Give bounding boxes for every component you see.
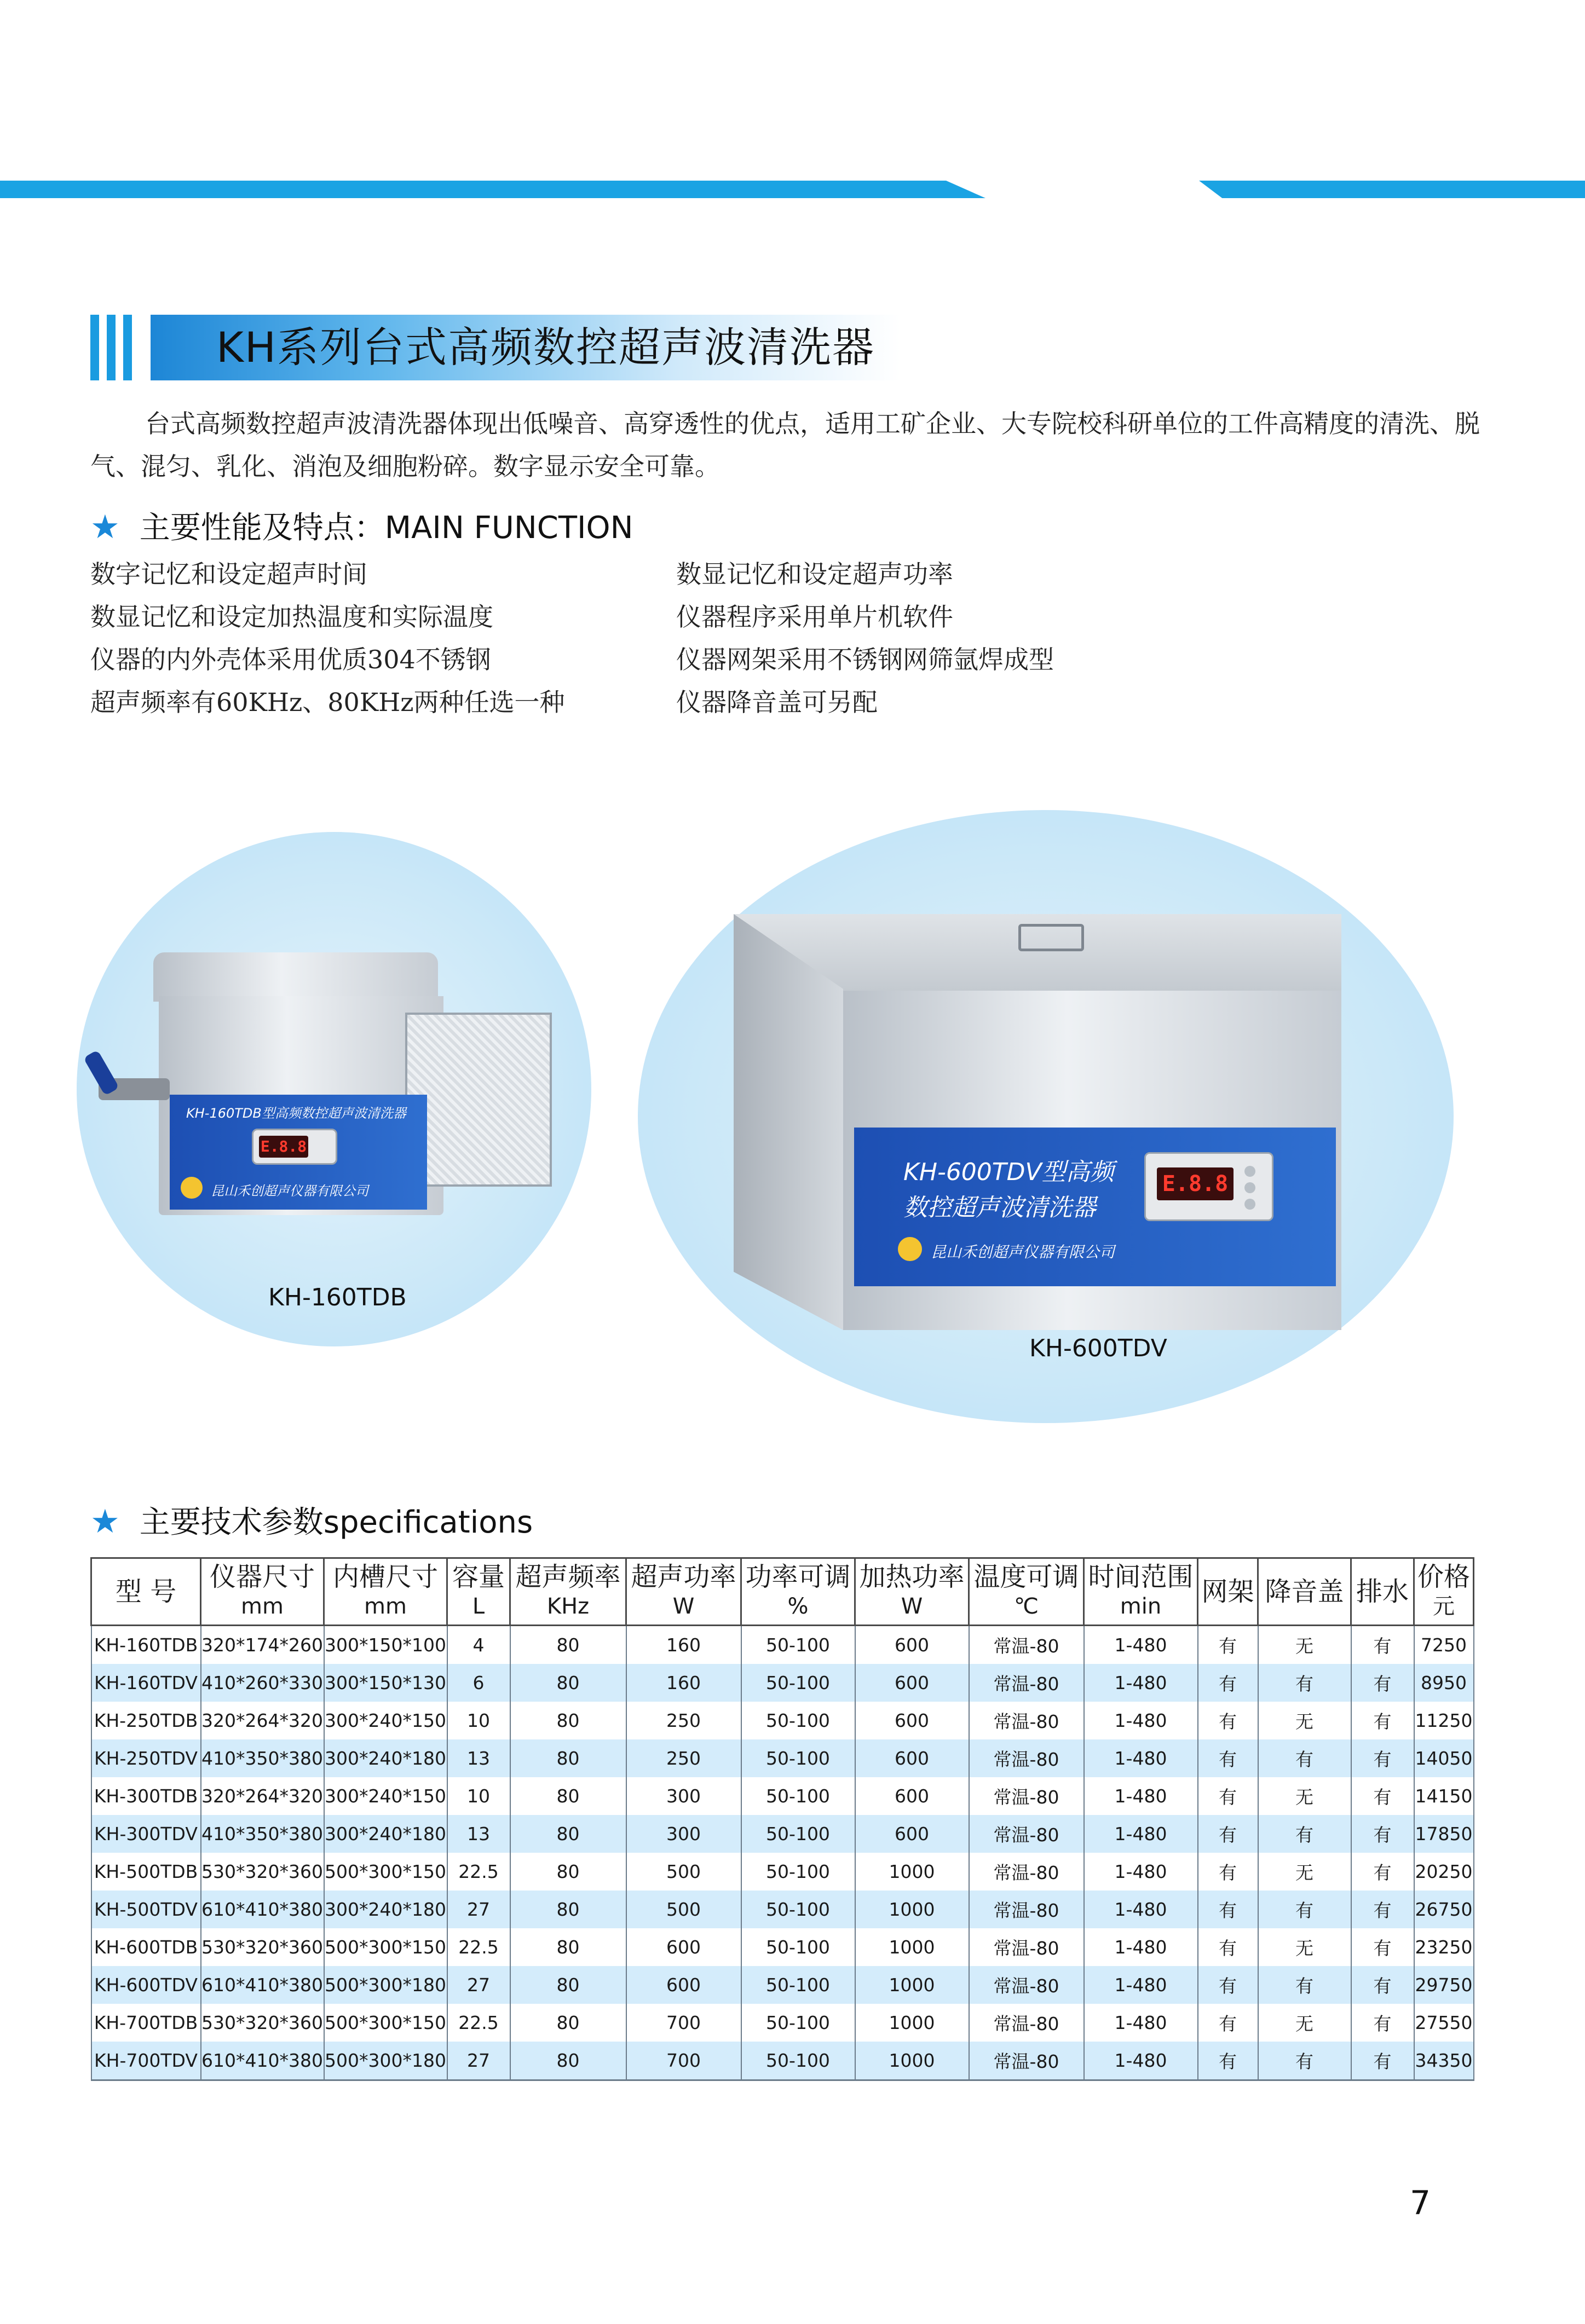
table-cell: 有 (1351, 2042, 1414, 2080)
column-header-unit: ℃ (1014, 1594, 1039, 1619)
table-cell: 610*410*380 (201, 1966, 324, 2004)
table-row (91, 2042, 1474, 2080)
top-banner-bar-left (0, 181, 985, 198)
table-cell: 500 (626, 1891, 741, 1928)
table-cell: 500*300*180 (324, 2042, 447, 2080)
indicator-light (1244, 1199, 1255, 1210)
intro-paragraph: 台式高频数控超声波清洗器体现出低噪音、高穿透性的优点，适用工矿企业、大专院校科研单位的工件高精度的清洗、脱气、混匀、乳化、消泡及细胞粉碎。数字显示安全可靠。 (90, 409, 1480, 481)
table-cell: 有 (1198, 1626, 1258, 1664)
table-cell: 300*240*180 (324, 1815, 447, 1853)
table-cell: 80 (510, 2004, 626, 2042)
table-cell: 1000 (855, 2004, 969, 2042)
table-cell: 300*240*150 (324, 1702, 447, 1739)
table-cell: 700 (626, 2042, 741, 2080)
table-cell: 22.5 (447, 2004, 510, 2042)
table-cell: 160 (626, 1626, 741, 1664)
table-cell: 常温-80 (969, 2004, 1084, 2042)
table-row (91, 1891, 1474, 1928)
feature-item: 仪器降音盖可另配 (676, 687, 878, 717)
table-cell: 有 (1198, 1739, 1258, 1777)
column-header-name: 温度可调 (973, 1562, 1079, 1592)
table-cell: 有 (1258, 1891, 1351, 1928)
control-panel (854, 1128, 1336, 1286)
table-cell: 有 (1351, 1966, 1414, 2004)
column-header (855, 1558, 969, 1626)
column-header (1198, 1558, 1258, 1626)
table-cell: 160 (626, 1664, 741, 1702)
model-cell: KH-250TDV (91, 1739, 201, 1777)
table-cell: 50-100 (741, 1815, 855, 1853)
tank-rim (153, 952, 438, 1002)
column-header (1414, 1558, 1474, 1626)
digital-display (252, 1129, 337, 1165)
table-cell: 50-100 (741, 1664, 855, 1702)
table-cell: 22.5 (447, 1853, 510, 1891)
table-cell: 常温-80 (969, 1966, 1084, 2004)
table-cell: 320*174*260 (201, 1626, 324, 1664)
features-left-list (90, 553, 693, 724)
table-cell: 6 (447, 1664, 510, 1702)
column-header-unit: W (672, 1594, 695, 1619)
table-cell: 有 (1198, 1891, 1258, 1928)
table-cell: 有 (1351, 1626, 1414, 1664)
table-cell: 有 (1351, 2004, 1414, 2042)
table-cell: 22.5 (447, 1928, 510, 1966)
table-cell: 50-100 (741, 2042, 855, 2080)
table-cell: 80 (510, 1777, 626, 1815)
model-cell: KH-600TDB (91, 1928, 201, 1966)
star-icon: ★ (90, 1502, 120, 1541)
table-cell: 常温-80 (969, 1626, 1084, 1664)
top-banner-bar-right (1199, 181, 1585, 198)
column-header-name: 排水 (1356, 1576, 1409, 1607)
table-cell: 410*260*330 (201, 1664, 324, 1702)
column-header-unit: 元 (1433, 1594, 1455, 1619)
column-header-name: 超声频率 (515, 1562, 621, 1592)
column-header (447, 1558, 510, 1626)
table-cell: 50-100 (741, 1626, 855, 1664)
column-header-name: 容量 (452, 1562, 505, 1592)
table-cell: 50-100 (741, 1928, 855, 1966)
table-row (91, 1739, 1474, 1777)
table-cell: 610*410*380 (201, 2042, 324, 2080)
table-cell: 无 (1258, 2004, 1351, 2042)
panel-title-line1: KH-600TDV型高频 (903, 1158, 1114, 1186)
product-label-1: KH-160TDB (268, 1284, 407, 1311)
table-cell: 27 (447, 2042, 510, 2080)
column-header-unit: L (472, 1594, 485, 1619)
table-cell: 10 (447, 1702, 510, 1739)
table-row (91, 1626, 1474, 1664)
table-cell: 1000 (855, 1891, 969, 1928)
features-heading (90, 508, 633, 547)
table-cell: 有 (1351, 1702, 1414, 1739)
table-cell: 50-100 (741, 1853, 855, 1891)
model-cell: KH-700TDB (91, 2004, 201, 2042)
table-cell: 600 (855, 1626, 969, 1664)
table-header-row (91, 1558, 1474, 1626)
table-cell: 有 (1198, 1702, 1258, 1739)
model-cell: KH-600TDV (91, 1966, 201, 2004)
panel-title-line2: 数控超声波清洗器 (903, 1194, 1096, 1222)
table-cell: 500*300*180 (324, 1966, 447, 2004)
table-cell: 50-100 (741, 1702, 855, 1739)
table-cell: 300*240*180 (324, 1739, 447, 1777)
column-header (741, 1558, 855, 1626)
feature-item: 仪器网架采用不锈钢网筛氩焊成型 (676, 645, 1054, 674)
column-header (510, 1558, 626, 1626)
table-cell: 无 (1258, 1777, 1351, 1815)
table-cell: 8950 (1414, 1664, 1474, 1702)
table-cell: 80 (510, 1891, 626, 1928)
table-cell: 600 (855, 1702, 969, 1739)
column-header (1351, 1558, 1414, 1626)
table-cell: 80 (510, 1739, 626, 1777)
table-cell: 1-480 (1084, 1664, 1198, 1702)
table-cell: 300 (626, 1777, 741, 1815)
column-header-unit: % (787, 1594, 809, 1619)
column-header-unit: min (1120, 1594, 1162, 1619)
column-header-name: 型 号 (115, 1576, 177, 1607)
table-cell: 320*264*320 (201, 1777, 324, 1815)
column-header-name: 内槽尺寸 (332, 1562, 438, 1592)
table-cell: 500 (626, 1853, 741, 1891)
table-cell: 300*240*180 (324, 1891, 447, 1928)
table-cell: 27 (447, 1891, 510, 1928)
table-cell: 610*410*380 (201, 1891, 324, 1928)
table-cell: 1000 (855, 1853, 969, 1891)
table-cell: 1-480 (1084, 1815, 1198, 1853)
table-cell: 500*300*150 (324, 2004, 447, 2042)
model-cell: KH-500TDB (91, 1853, 201, 1891)
column-header-name: 降音盖 (1265, 1576, 1344, 1607)
table-cell: 17850 (1414, 1815, 1474, 1853)
column-header-unit: KHz (546, 1594, 590, 1619)
table-cell: 80 (510, 1928, 626, 1966)
table-cell: 14050 (1414, 1739, 1474, 1777)
table-cell: 300*150*100 (324, 1626, 447, 1664)
table-row (91, 1853, 1474, 1891)
table-cell: 600 (626, 1928, 741, 1966)
heading-stripes-icon (90, 315, 145, 380)
table-cell: 11250 (1414, 1702, 1474, 1739)
indicator-light (1244, 1182, 1255, 1193)
table-cell: 530*320*360 (201, 1928, 324, 1966)
table-cell: 600 (855, 1739, 969, 1777)
column-header (324, 1558, 447, 1626)
model-cell: KH-160TDV (91, 1664, 201, 1702)
table-cell: 有 (1258, 1966, 1351, 2004)
table-row (91, 1777, 1474, 1815)
table-cell: 有 (1351, 1777, 1414, 1815)
table-cell: 1-480 (1084, 1928, 1198, 1966)
table-row (91, 1702, 1474, 1739)
table-cell: 1000 (855, 1966, 969, 2004)
model-cell: KH-300TDB (91, 1777, 201, 1815)
model-cell: KH-500TDV (91, 1891, 201, 1928)
column-header (1084, 1558, 1198, 1626)
table-cell: 1000 (855, 2042, 969, 2080)
table-cell: 7250 (1414, 1626, 1474, 1664)
display-digits: E.8.8 (259, 1136, 308, 1158)
table-cell: 80 (510, 1853, 626, 1891)
features-right-list (676, 553, 1333, 724)
table-cell: 13 (447, 1815, 510, 1853)
table-cell: 29750 (1414, 1966, 1474, 2004)
table-cell: 26750 (1414, 1891, 1474, 1928)
table-cell: 1-480 (1084, 1853, 1198, 1891)
table-cell: 有 (1198, 1777, 1258, 1815)
table-cell: 有 (1351, 1891, 1414, 1928)
table-cell: 有 (1351, 1853, 1414, 1891)
table-cell: 80 (510, 1966, 626, 2004)
table-cell: 常温-80 (969, 2042, 1084, 2080)
mesh-basket (405, 1013, 552, 1187)
table-cell: 27 (447, 1966, 510, 2004)
column-header (1258, 1558, 1351, 1626)
feature-item: 数显记忆和设定超声功率 (676, 559, 953, 589)
model-cell: KH-700TDV (91, 2042, 201, 2080)
table-cell: 600 (855, 1777, 969, 1815)
feature-item: 数显记忆和设定加热温度和实际温度 (90, 602, 493, 632)
table-cell: 有 (1198, 1664, 1258, 1702)
table-cell: 14150 (1414, 1777, 1474, 1815)
panel-title: KH-160TDB型高频数控超声波清洗器 (186, 1106, 406, 1121)
control-panel (170, 1095, 427, 1210)
table-cell: 常温-80 (969, 1702, 1084, 1739)
table-row (91, 2004, 1474, 2042)
digital-display (1144, 1152, 1273, 1221)
model-cell: KH-300TDV (91, 1815, 201, 1853)
column-header-name: 时间范围 (1088, 1562, 1194, 1592)
table-cell: 600 (626, 1966, 741, 2004)
table-cell: 常温-80 (969, 1664, 1084, 1702)
table-cell: 1-480 (1084, 1966, 1198, 2004)
column-header-unit: W (901, 1594, 923, 1619)
table-cell: 无 (1258, 1853, 1351, 1891)
page-title: KH系列台式高频数控超声波清洗器 (216, 323, 875, 372)
column-header-unit: mm (241, 1594, 284, 1619)
table-cell: 600 (855, 1815, 969, 1853)
model-cell: KH-250TDB (91, 1702, 201, 1739)
column-header-name: 功率可调 (745, 1562, 851, 1592)
section-heading (90, 315, 901, 380)
table-cell: 320*264*320 (201, 1702, 324, 1739)
table-cell: 有 (1198, 2042, 1258, 2080)
table-cell: 有 (1351, 1815, 1414, 1853)
table-cell: 23250 (1414, 1928, 1474, 1966)
table-cell: 530*320*360 (201, 1853, 324, 1891)
indicator-light (1244, 1166, 1255, 1177)
column-header-name: 加热功率 (859, 1562, 965, 1592)
feature-item: 数字记忆和设定超声时间 (90, 559, 367, 589)
table-cell: 1-480 (1084, 1702, 1198, 1739)
table-cell: 50-100 (741, 1739, 855, 1777)
column-header-name: 超声功率 (631, 1562, 736, 1592)
table-cell: 34350 (1414, 2042, 1474, 2080)
table-cell: 常温-80 (969, 1815, 1084, 1853)
table-cell: 10 (447, 1777, 510, 1815)
table-cell: 有 (1258, 1815, 1351, 1853)
table-cell: 300*150*130 (324, 1664, 447, 1702)
table-cell: 有 (1351, 1739, 1414, 1777)
table-cell: 50-100 (741, 2004, 855, 2042)
table-cell: 80 (510, 1815, 626, 1853)
column-header (626, 1558, 741, 1626)
product-label-2: KH-600TDV (1029, 1334, 1167, 1362)
table-row (91, 1966, 1474, 2004)
table-cell: 410*350*380 (201, 1815, 324, 1853)
table-cell: 有 (1351, 1928, 1414, 1966)
feature-item: 仪器的内外壳体采用优质304不锈钢 (90, 645, 491, 674)
table-cell: 无 (1258, 1626, 1351, 1664)
table-cell: 50-100 (741, 1966, 855, 2004)
table-cell: 80 (510, 1664, 626, 1702)
specs-heading (90, 1502, 533, 1542)
star-icon: ★ (90, 508, 120, 546)
page-number: 7 (1410, 2184, 1431, 2222)
table-cell: 有 (1258, 1664, 1351, 1702)
table-cell: 有 (1258, 2042, 1351, 2080)
table-cell: 700 (626, 2004, 741, 2042)
company-logo-icon (181, 1177, 203, 1199)
table-cell: 80 (510, 1626, 626, 1664)
column-header-name: 价格 (1417, 1562, 1470, 1592)
table-cell: 20250 (1414, 1853, 1474, 1891)
table-cell: 300 (626, 1815, 741, 1853)
table-cell: 80 (510, 2042, 626, 2080)
table-cell: 常温-80 (969, 1853, 1084, 1891)
table-cell: 27550 (1414, 2004, 1474, 2042)
table-cell: 1-480 (1084, 1891, 1198, 1928)
table-cell: 1-480 (1084, 1777, 1198, 1815)
table-row (91, 1928, 1474, 1966)
table-cell: 无 (1258, 1928, 1351, 1966)
table-cell: 1000 (855, 1928, 969, 1966)
table-cell: 常温-80 (969, 1928, 1084, 1966)
company-name: 昆山禾创超声仪器有限公司 (211, 1183, 368, 1199)
table-cell: 有 (1258, 1739, 1351, 1777)
table-cell: 常温-80 (969, 1739, 1084, 1777)
specs-title: 主要技术参数specifications (139, 1505, 533, 1540)
column-header (91, 1558, 201, 1626)
model-cell: KH-160TDB (91, 1626, 201, 1664)
table-cell: 250 (626, 1739, 741, 1777)
table-cell: 13 (447, 1739, 510, 1777)
table-cell: 50-100 (741, 1777, 855, 1815)
table-cell: 410*350*380 (201, 1739, 324, 1777)
table-cell: 常温-80 (969, 1777, 1084, 1815)
table-cell: 有 (1198, 2004, 1258, 2042)
spec-table (90, 1557, 1474, 2081)
column-header-name: 仪器尺寸 (209, 1562, 315, 1592)
table-cell: 无 (1258, 1702, 1351, 1739)
product-image-kh600tdv (734, 914, 1341, 1330)
table-cell: 有 (1198, 1815, 1258, 1853)
table-cell: 1-480 (1084, 1626, 1198, 1664)
company-logo-icon (898, 1237, 922, 1261)
table-row (91, 1664, 1474, 1702)
column-header (969, 1558, 1084, 1626)
table-cell: 1-480 (1084, 1739, 1198, 1777)
table-cell: 常温-80 (969, 1891, 1084, 1928)
table-cell: 有 (1198, 1928, 1258, 1966)
product-image-kh160tdb (93, 941, 569, 1281)
display-digits: E.8.8 (1157, 1167, 1234, 1200)
lid-handle (1018, 924, 1084, 951)
table-cell: 600 (855, 1664, 969, 1702)
table-row (91, 1815, 1474, 1853)
column-header-name: 网架 (1201, 1576, 1254, 1607)
table-cell: 有 (1198, 1966, 1258, 2004)
column-header (201, 1558, 324, 1626)
feature-item: 仪器程序采用单片机软件 (676, 602, 953, 632)
table-cell: 50-100 (741, 1891, 855, 1928)
features-title: 主要性能及特点：MAIN FUNCTION (139, 510, 633, 546)
table-cell: 300*240*150 (324, 1777, 447, 1815)
feature-item: 超声频率有60KHz、80KHz两种任选一种 (90, 687, 565, 717)
table-cell: 500*300*150 (324, 1853, 447, 1891)
table-cell: 有 (1198, 1853, 1258, 1891)
table-cell: 有 (1351, 1664, 1414, 1702)
table-cell: 1-480 (1084, 2042, 1198, 2080)
table-cell: 80 (510, 1702, 626, 1739)
table-cell: 4 (447, 1626, 510, 1664)
table-cell: 250 (626, 1702, 741, 1739)
column-header-unit: mm (364, 1594, 407, 1619)
company-name: 昆山禾创超声仪器有限公司 (931, 1243, 1115, 1261)
table-cell: 1-480 (1084, 2004, 1198, 2042)
table-cell: 530*320*360 (201, 2004, 324, 2042)
table-cell: 500*300*150 (324, 1928, 447, 1966)
